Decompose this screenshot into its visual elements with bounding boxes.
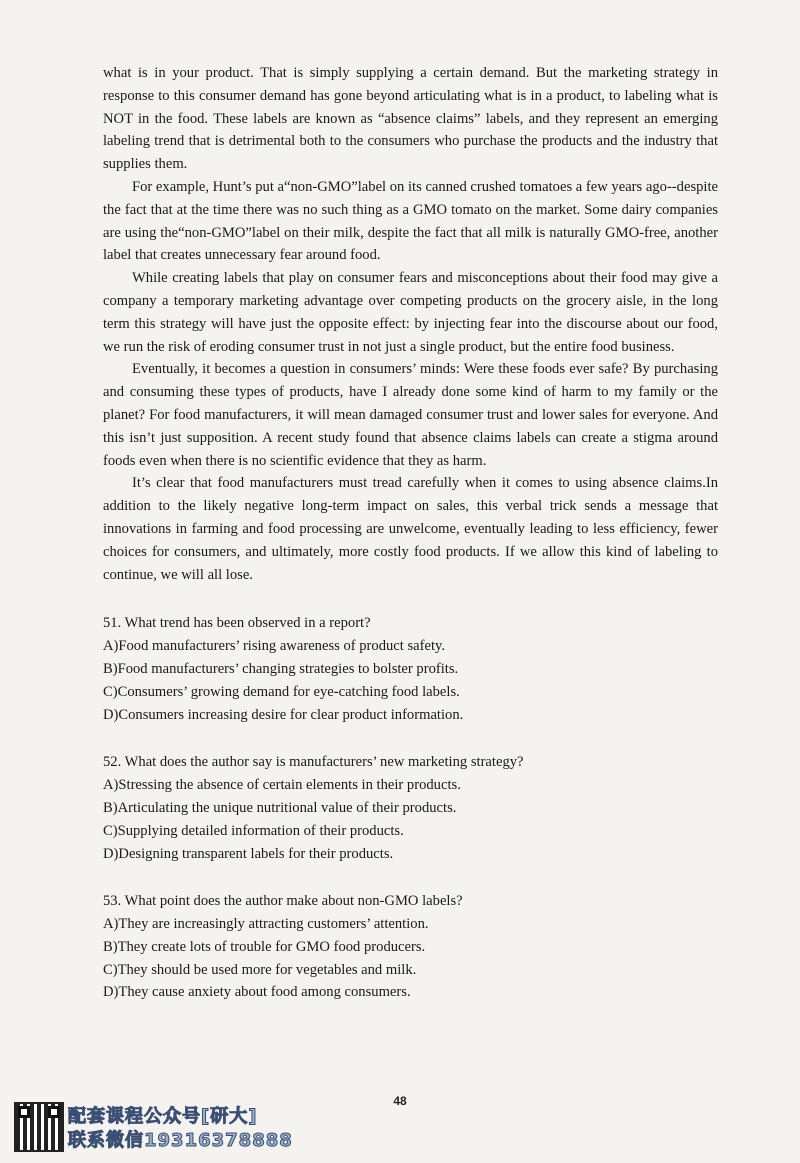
- question-option: D)Designing transparent labels for their products.: [103, 845, 394, 862]
- page-number: 48: [393, 1094, 407, 1108]
- question-option: B)They create lots of trouble for GMO food producers.: [103, 938, 426, 955]
- question-option: B)Articulating the unique nutritional value of their products.: [103, 799, 457, 816]
- question-option: C)Consumers’ growing demand for eye-catching food labels.: [103, 683, 460, 700]
- question-option: C)Supplying detailed information of their products.: [103, 822, 404, 839]
- passage-paragraph-1: what is in your product. That is simply supplying a certain demand. But the marketing strategy in response to this consumer demand has gone beyond articulating what is in a product, to labeling what is NOT in the food. These labels are known as “absence claims” labels, and they represent an emerging labeling trend that is detrimental both to the consumers who purchase the products and the industry that supplies them.: [103, 65, 718, 173]
- watermark-line-2: 联系微信19316378888: [68, 1130, 293, 1151]
- question-option: C)They should be used more for vegetables and milk.: [103, 961, 417, 978]
- watermark-line-1: 配套课程公众号[研大]: [68, 1106, 258, 1127]
- question-option: D)Consumers increasing desire for clear product information.: [103, 706, 464, 723]
- question-52: [103, 751, 718, 865]
- qr-code-icon: [14, 1102, 64, 1152]
- passage-paragraph-2: For example, Hunt’s put a“non-GMO”label on its canned crushed tomatoes a few years ago--despite the fact that at the time there was no such thing as a GMO tomato on the market. Some dairy companies are using the“non-GMO”label on their milk, despite the fact that all milk is naturally GMO-free, another label that creates unnecessary fear around food.: [103, 178, 719, 264]
- question-list: [103, 612, 718, 1004]
- question-option: A)Food manufacturers’ rising awareness of product safety.: [103, 638, 446, 655]
- passage-paragraph-4: Eventually, it becomes a question in consumers’ minds: Were these foods ever safe? By purchasing and consuming these types of products, have I already done some kind of harm to my family or the planet? For food manufacturers, it will mean damaged consumer trust and lower sales for everyone. And this isn’t just supposition. A recent study found that absence claims labels can create a stigma around foods even when there is no scientific evidence that they as harm.: [103, 361, 718, 469]
- page-body: [103, 62, 718, 1029]
- question-option: A)They are increasingly attracting customers’ attention.: [103, 916, 429, 933]
- passage: [103, 62, 718, 586]
- question-51: [103, 612, 718, 726]
- question-stem: 52. What does the author say is manufacturers’ new marketing strategy?: [103, 754, 524, 771]
- question-option: A)Stressing the absence of certain elements in their products.: [103, 777, 461, 794]
- question-stem: 53. What point does the author make about non-GMO labels?: [103, 893, 463, 910]
- question-53: [103, 890, 718, 1004]
- passage-paragraph-5: It’s clear that food manufacturers must tread carefully when it comes to using absence claims.In addition to the likely negative long-term impact on sales, this verbal trick sends a message that innovations in farming and food processing are unwelcome, eventually leading to less efficiency, fewer choices for consumers, and ultimately, more costly food products. If we allow this kind of labeling to continue, we will all lose.: [103, 475, 718, 583]
- question-stem: 51. What trend has been observed in a report?: [103, 615, 371, 632]
- question-option: B)Food manufacturers’ changing strategies to bolster profits.: [103, 660, 459, 677]
- passage-paragraph-3: While creating labels that play on consumer fears and misconceptions about their food may give a company a temporary marketing advantage over competing products on the grocery aisle, in the long term this strategy will have just the opposite effect: by injecting fear into the discourse about our food, we run the risk of eroding consumer trust in not just a single product, but the entire food business.: [103, 270, 718, 355]
- question-option: D)They cause anxiety about food among consumers.: [103, 984, 411, 1001]
